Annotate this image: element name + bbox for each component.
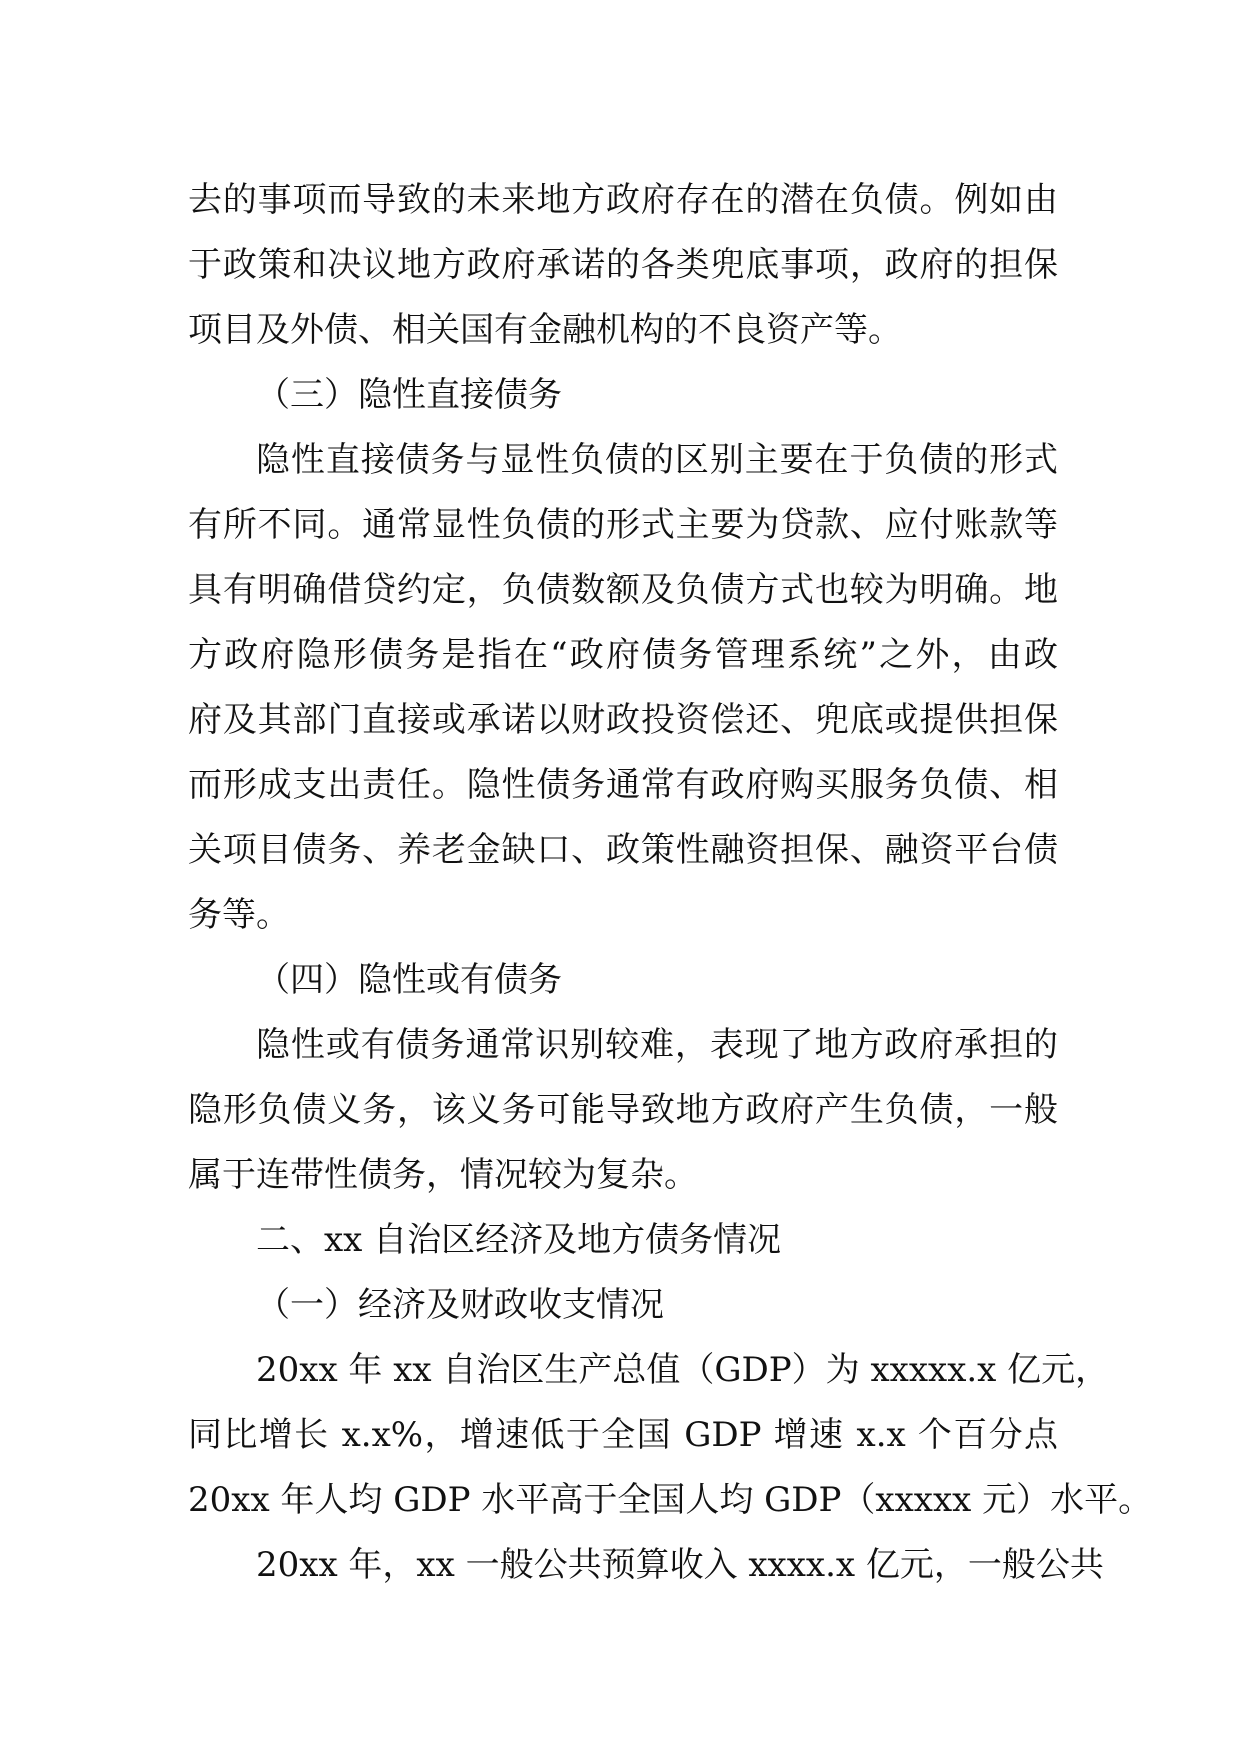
body-text-line: 隐形负债义务，该义务可能导致地方政府产生负债，一般 — [188, 1090, 1058, 1130]
body-text-line: 务等。 — [188, 895, 290, 935]
body-text-line: 方政府隐形债务是指在“政府债务管理系统”之外，由政 — [188, 635, 1058, 675]
body-text-line: 关项目债务、养老金缺口、政策性融资担保、融资平台债 — [188, 830, 1058, 870]
body-text-line: 而形成支出责任。隐性债务通常有政府购买服务负债、相 — [188, 765, 1058, 805]
body-text-line: 具有明确借贷约定，负债数额及负债方式也较为明确。地 — [188, 570, 1058, 610]
section-heading: （四）隐性或有债务 — [256, 960, 562, 1000]
body-text-line: 同比增长 x.x%，增速低于全国 GDP 增速 x.x 个百分点 — [188, 1415, 1058, 1455]
body-text-line: 去的事项而导致的未来地方政府存在的潜在负债。例如由 — [188, 180, 1058, 220]
chapter-heading: 二、xx 自治区经济及地方债务情况 — [256, 1220, 782, 1260]
body-text-line: 项目及外债、相关国有金融机构的不良资产等。 — [188, 310, 902, 350]
body-text-line: 属于连带性债务，情况较为复杂。 — [188, 1155, 698, 1195]
section-heading: （一）经济及财政收支情况 — [256, 1285, 664, 1325]
paragraph-first-line: 20xx 年 xx 自治区生产总值（GDP）为 xxxxx.x 亿元， — [256, 1350, 1110, 1390]
section-heading: （三）隐性直接债务 — [256, 375, 562, 415]
body-text-line: 府及其部门直接或承诺以财政投资偿还、兜底或提供担保 — [188, 700, 1058, 740]
body-text-line: 有所不同。通常显性负债的形式主要为贷款、应付账款等 — [188, 505, 1058, 545]
paragraph-first-line: 隐性或有债务通常识别较难，表现了地方政府承担的 — [256, 1025, 1058, 1065]
paragraph-first-line: 20xx 年，xx 一般公共预算收入 xxxx.x 亿元，一般公共 — [256, 1545, 1104, 1585]
body-text-line: 20xx 年人均 GDP 水平高于全国人均 GDP（xxxxx 元）水平。 — [188, 1480, 1153, 1520]
paragraph-first-line: 隐性直接债务与显性负债的区别主要在于负债的形式 — [256, 440, 1058, 480]
body-text-line: 于政策和决议地方政府承诺的各类兜底事项，政府的担保 — [188, 245, 1058, 285]
